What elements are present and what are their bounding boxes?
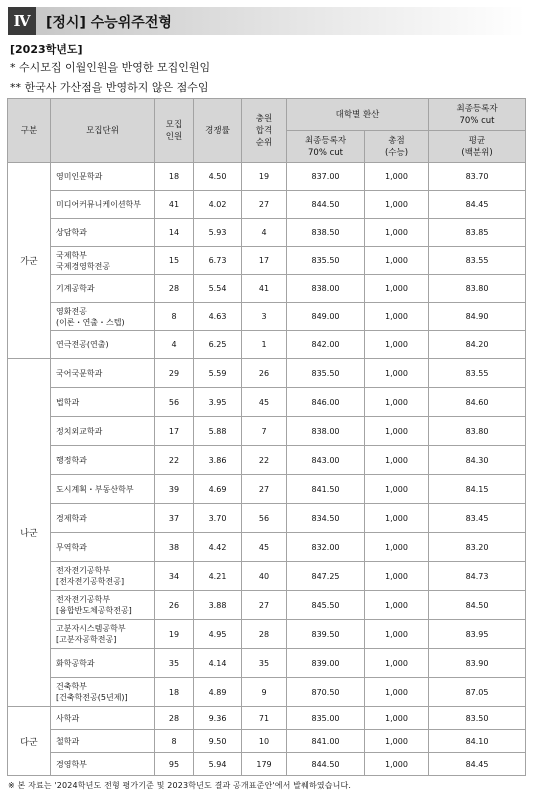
ratio-cell: 4.21 [194,562,242,591]
rank-cell: 27 [242,475,287,504]
pct-cell: 84.20 [429,331,526,359]
header-percentile-top: 최종등록자 70% cut [429,99,526,131]
note-history-bonus: ** 한국사 가산점을 반영하지 않은 점수임 [10,81,209,94]
ratio-cell: 4.63 [194,303,242,331]
group-cell: 가군 [8,163,51,359]
group-cell: 다군 [8,707,51,776]
ratio-cell: 3.88 [194,591,242,620]
unit-cell: 철학과 [51,730,155,753]
rank-cell: 4 [242,219,287,247]
total-cell: 1,000 [365,620,429,649]
cut-cell: 844.50 [287,753,365,776]
pct-cell: 84.45 [429,191,526,219]
total-cell: 1,000 [365,678,429,707]
cut-cell: 838.00 [287,275,365,303]
rank-cell: 28 [242,620,287,649]
rank-cell: 26 [242,359,287,388]
ratio-cell: 3.70 [194,504,242,533]
pct-cell: 83.80 [429,417,526,446]
total-cell: 1,000 [365,475,429,504]
quota-cell: 4 [155,331,194,359]
unit-cell: 도시계획・부동산학부 [51,475,155,504]
cut-cell: 841.50 [287,475,365,504]
ratio-cell: 5.94 [194,753,242,776]
ratio-cell: 4.14 [194,649,242,678]
quota-cell: 8 [155,730,194,753]
table-row [8,707,526,730]
total-cell: 1,000 [365,591,429,620]
total-cell: 1,000 [365,649,429,678]
quota-cell: 14 [155,219,194,247]
table-row [8,163,526,191]
pct-cell: 84.90 [429,303,526,331]
pct-cell: 83.50 [429,707,526,730]
table-row [8,730,526,753]
unit-cell: 미디어커뮤니케이션학부 [51,191,155,219]
pct-cell: 84.50 [429,591,526,620]
unit-cell: 경제학과 [51,504,155,533]
table-row [8,753,526,776]
header-ratio: 경쟁률 [194,99,242,163]
unit-cell: 고분자시스템공학부 [고분자공학전공] [51,620,155,649]
quota-cell: 15 [155,247,194,275]
table-row [8,359,526,388]
ratio-cell: 5.93 [194,219,242,247]
total-cell: 1,000 [365,331,429,359]
total-cell: 1,000 [365,219,429,247]
unit-cell: 건축학부 [건축학전공(5년제)] [51,678,155,707]
total-cell: 1,000 [365,707,429,730]
cut-cell: 849.00 [287,303,365,331]
cut-cell: 835.00 [287,707,365,730]
table-row [8,191,526,219]
quota-cell: 22 [155,446,194,475]
ratio-cell: 6.25 [194,331,242,359]
total-cell: 1,000 [365,247,429,275]
ratio-cell: 4.42 [194,533,242,562]
pct-cell: 84.10 [429,730,526,753]
quota-cell: 19 [155,620,194,649]
pct-cell: 84.45 [429,753,526,776]
table-row [8,219,526,247]
table-row [8,620,526,649]
cut-cell: 847.25 [287,562,365,591]
header-final-cut: 최종등록자 70% cut [287,131,365,163]
note-quota: * 수시모집 이월인원을 반영한 모집인원임 [10,61,211,74]
quota-cell: 8 [155,303,194,331]
cut-cell: 835.50 [287,359,365,388]
ratio-cell: 5.59 [194,359,242,388]
cut-cell: 838.00 [287,417,365,446]
header-univ-conversion: 대학별 환산 [287,99,429,131]
rank-cell: 45 [242,388,287,417]
quota-cell: 34 [155,562,194,591]
cut-cell: 846.00 [287,388,365,417]
cut-cell: 839.00 [287,649,365,678]
ratio-cell: 4.69 [194,475,242,504]
rank-cell: 35 [242,649,287,678]
section-number-badge: Ⅳ [8,7,36,35]
total-cell: 1,000 [365,753,429,776]
cut-cell: 843.00 [287,446,365,475]
section-title: [정시] 수능위주전형 [46,15,172,31]
quota-cell: 35 [155,649,194,678]
unit-cell: 영미인문학과 [51,163,155,191]
quota-cell: 39 [155,475,194,504]
unit-cell: 경영학부 [51,753,155,776]
pct-cell: 84.30 [429,446,526,475]
ratio-cell: 4.50 [194,163,242,191]
unit-cell: 국제학부 국제경영학전공 [51,247,155,275]
quota-cell: 95 [155,753,194,776]
cut-cell: 841.00 [287,730,365,753]
total-cell: 1,000 [365,417,429,446]
pct-cell: 87.05 [429,678,526,707]
total-cell: 1,000 [365,275,429,303]
ratio-cell: 6.73 [194,247,242,275]
quota-cell: 26 [155,591,194,620]
total-cell: 1,000 [365,504,429,533]
quota-cell: 56 [155,388,194,417]
rank-cell: 3 [242,303,287,331]
header-percentile-bottom: 평균 (백분위) [429,131,526,163]
header-waitlist-rank: 충원 합격 순위 [242,99,287,163]
table-row [8,331,526,359]
group-cell: 나군 [8,359,51,707]
table-row [8,504,526,533]
rank-cell: 1 [242,331,287,359]
total-cell: 1,000 [365,562,429,591]
unit-cell: 사학과 [51,707,155,730]
quota-cell: 41 [155,191,194,219]
quota-cell: 28 [155,275,194,303]
rank-cell: 27 [242,191,287,219]
rank-cell: 22 [242,446,287,475]
total-cell: 1,000 [365,388,429,417]
rank-cell: 179 [242,753,287,776]
table-row [8,649,526,678]
unit-cell: 무역학과 [51,533,155,562]
table-row [8,475,526,504]
total-cell: 1,000 [365,163,429,191]
section-header [8,7,525,35]
table-row [8,388,526,417]
rank-cell: 9 [242,678,287,707]
rank-cell: 56 [242,504,287,533]
pct-cell: 83.55 [429,247,526,275]
quota-cell: 38 [155,533,194,562]
total-cell: 1,000 [365,303,429,331]
table-row [8,678,526,707]
header-quota: 모집 인원 [155,99,194,163]
admission-results-table [7,98,526,776]
pct-cell: 83.80 [429,275,526,303]
table-row [8,303,526,331]
total-cell: 1,000 [365,730,429,753]
ratio-cell: 4.95 [194,620,242,649]
cut-cell: 845.50 [287,591,365,620]
table-row [8,247,526,275]
table-row [8,275,526,303]
table-row [8,533,526,562]
cut-cell: 834.50 [287,504,365,533]
ratio-cell: 4.02 [194,191,242,219]
footnote: ※ 본 자료는 '2024학년도 전형 평가기준 및 2023학년도 결과 공개표준안'에서 발췌하였습니다. [8,781,352,790]
table-body [8,163,526,776]
total-cell: 1,000 [365,533,429,562]
pct-cell: 83.55 [429,359,526,388]
rank-cell: 17 [242,247,287,275]
unit-cell: 국어국문학과 [51,359,155,388]
unit-cell: 기계공학과 [51,275,155,303]
pct-cell: 83.90 [429,649,526,678]
quota-cell: 37 [155,504,194,533]
cut-cell: 835.50 [287,247,365,275]
rank-cell: 41 [242,275,287,303]
pct-cell: 83.95 [429,620,526,649]
ratio-cell: 5.88 [194,417,242,446]
unit-cell: 법학과 [51,388,155,417]
pct-cell: 84.60 [429,388,526,417]
ratio-cell: 5.54 [194,275,242,303]
pct-cell: 83.45 [429,504,526,533]
header-group: 구분 [8,99,51,163]
pct-cell: 84.15 [429,475,526,504]
rank-cell: 7 [242,417,287,446]
quota-cell: 28 [155,707,194,730]
cut-cell: 832.00 [287,533,365,562]
unit-cell: 전자전기공학부 [전자전기공학전공] [51,562,155,591]
pct-cell: 83.20 [429,533,526,562]
unit-cell: 화학공학과 [51,649,155,678]
total-cell: 1,000 [365,446,429,475]
ratio-cell: 9.36 [194,707,242,730]
unit-cell: 영화전공 (이론・연출・스텝) [51,303,155,331]
header-unit: 모집단위 [51,99,155,163]
quota-cell: 18 [155,163,194,191]
table-row [8,446,526,475]
unit-cell: 상담학과 [51,219,155,247]
rank-cell: 40 [242,562,287,591]
rank-cell: 27 [242,591,287,620]
cut-cell: 844.50 [287,191,365,219]
rank-cell: 10 [242,730,287,753]
ratio-cell: 3.95 [194,388,242,417]
cut-cell: 870.50 [287,678,365,707]
rank-cell: 45 [242,533,287,562]
total-cell: 1,000 [365,359,429,388]
quota-cell: 18 [155,678,194,707]
unit-cell: 전자전기공학부 [융합반도체공학전공] [51,591,155,620]
unit-cell: 정치외교학과 [51,417,155,446]
quota-cell: 17 [155,417,194,446]
pct-cell: 83.70 [429,163,526,191]
ratio-cell: 4.89 [194,678,242,707]
unit-cell: 행정학과 [51,446,155,475]
cut-cell: 842.00 [287,331,365,359]
table-row [8,417,526,446]
unit-cell: 연극전공(연출) [51,331,155,359]
ratio-cell: 3.86 [194,446,242,475]
ratio-cell: 9.50 [194,730,242,753]
pct-cell: 84.73 [429,562,526,591]
cut-cell: 837.00 [287,163,365,191]
year-label: [2023학년도] [10,43,83,56]
cut-cell: 838.50 [287,219,365,247]
rank-cell: 71 [242,707,287,730]
total-cell: 1,000 [365,191,429,219]
quota-cell: 29 [155,359,194,388]
cut-cell: 839.50 [287,620,365,649]
header-total-score: 총점 (수능) [365,131,429,163]
table-row [8,562,526,591]
pct-cell: 83.85 [429,219,526,247]
table-row [8,591,526,620]
rank-cell: 19 [242,163,287,191]
